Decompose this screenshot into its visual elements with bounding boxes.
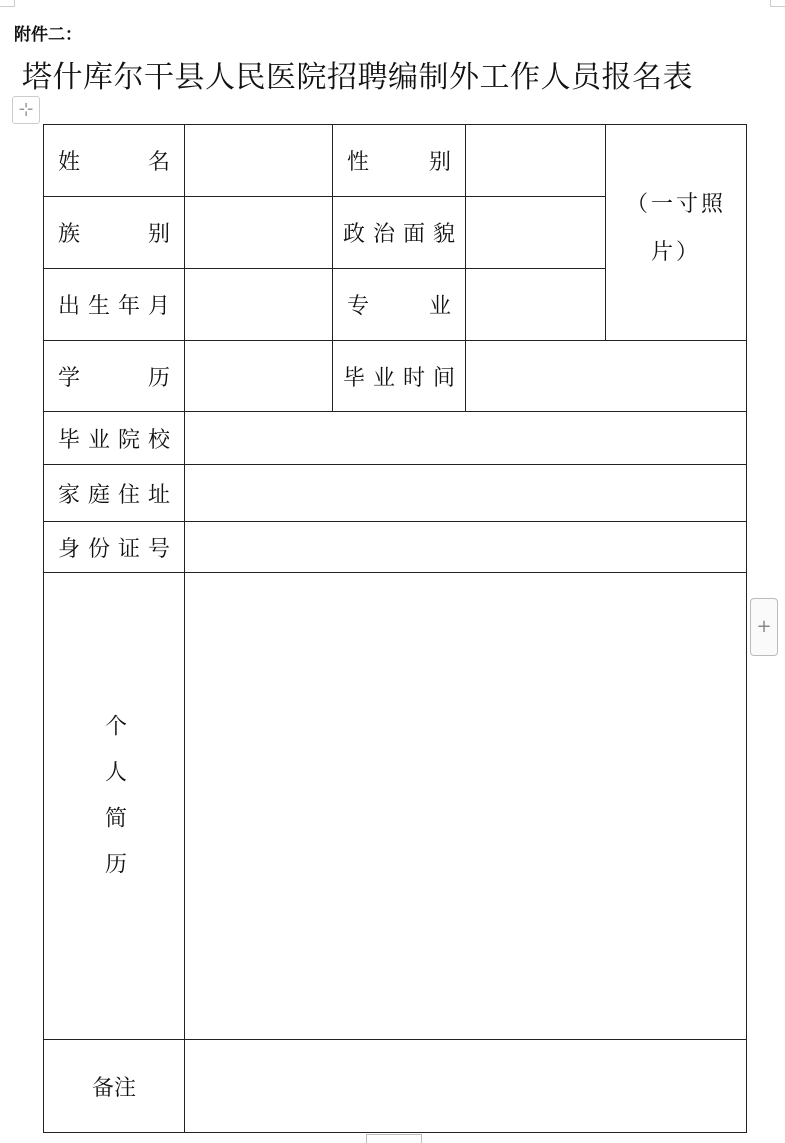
attachment-label: 附件二： — [14, 25, 82, 45]
add-column-button[interactable]: + — [750, 598, 778, 656]
resume-label: 个人简历 — [101, 714, 127, 898]
name-label: 姓名 — [58, 150, 170, 175]
id-label: 身份证号 — [58, 536, 170, 562]
page-corner-mark — [0, 0, 15, 7]
address-label-cell — [43, 464, 185, 522]
id-label-cell — [43, 521, 185, 573]
page-corner-mark — [770, 0, 785, 7]
birth-field[interactable] — [184, 268, 333, 341]
gender-field[interactable] — [465, 124, 606, 197]
political-label-cell — [332, 196, 466, 269]
birth-label-cell — [43, 268, 185, 341]
education-label-cell — [43, 340, 185, 412]
page-title: 塔什库尔干县人民医院招聘编制外工作人员报名表 — [22, 60, 693, 95]
ethnicity-field[interactable] — [184, 196, 333, 269]
id-field[interactable] — [184, 521, 747, 573]
school-label: 毕业院校 — [58, 427, 170, 453]
photo-cell[interactable] — [605, 124, 747, 341]
ethnicity-label: 族别 — [58, 222, 170, 247]
major-label: 专业 — [347, 294, 451, 319]
major-label-cell — [332, 268, 466, 341]
remarks-field[interactable] — [184, 1039, 747, 1133]
grad-time-label: 毕业时间 — [343, 365, 455, 391]
birth-label: 出生年月 — [58, 294, 170, 319]
gender-label-cell — [332, 124, 466, 197]
resume-field[interactable] — [184, 572, 747, 1040]
major-field[interactable] — [465, 268, 606, 341]
address-label: 家庭住址 — [58, 482, 170, 508]
add-row-handle[interactable] — [366, 1134, 422, 1143]
school-field[interactable] — [184, 411, 747, 465]
grad-time-field[interactable] — [465, 340, 747, 412]
address-field[interactable] — [184, 464, 747, 522]
name-field[interactable] — [184, 124, 333, 197]
gender-label: 性别 — [347, 150, 451, 175]
education-label: 学历 — [58, 365, 170, 391]
political-label: 政治面貌 — [343, 222, 455, 247]
photo-label: （一寸照片） — [625, 192, 726, 265]
political-field[interactable] — [465, 196, 606, 269]
ethnicity-label-cell — [43, 196, 185, 269]
resume-label-cell — [43, 572, 185, 1040]
school-label-cell — [43, 411, 185, 465]
name-label-cell — [43, 124, 185, 197]
remarks-label: 备注 — [91, 1075, 136, 1101]
remarks-label-cell — [43, 1039, 185, 1133]
table-move-handle-icon[interactable]: ⊹ — [12, 96, 40, 124]
grad-time-label-cell — [332, 340, 466, 412]
education-field[interactable] — [184, 340, 333, 412]
